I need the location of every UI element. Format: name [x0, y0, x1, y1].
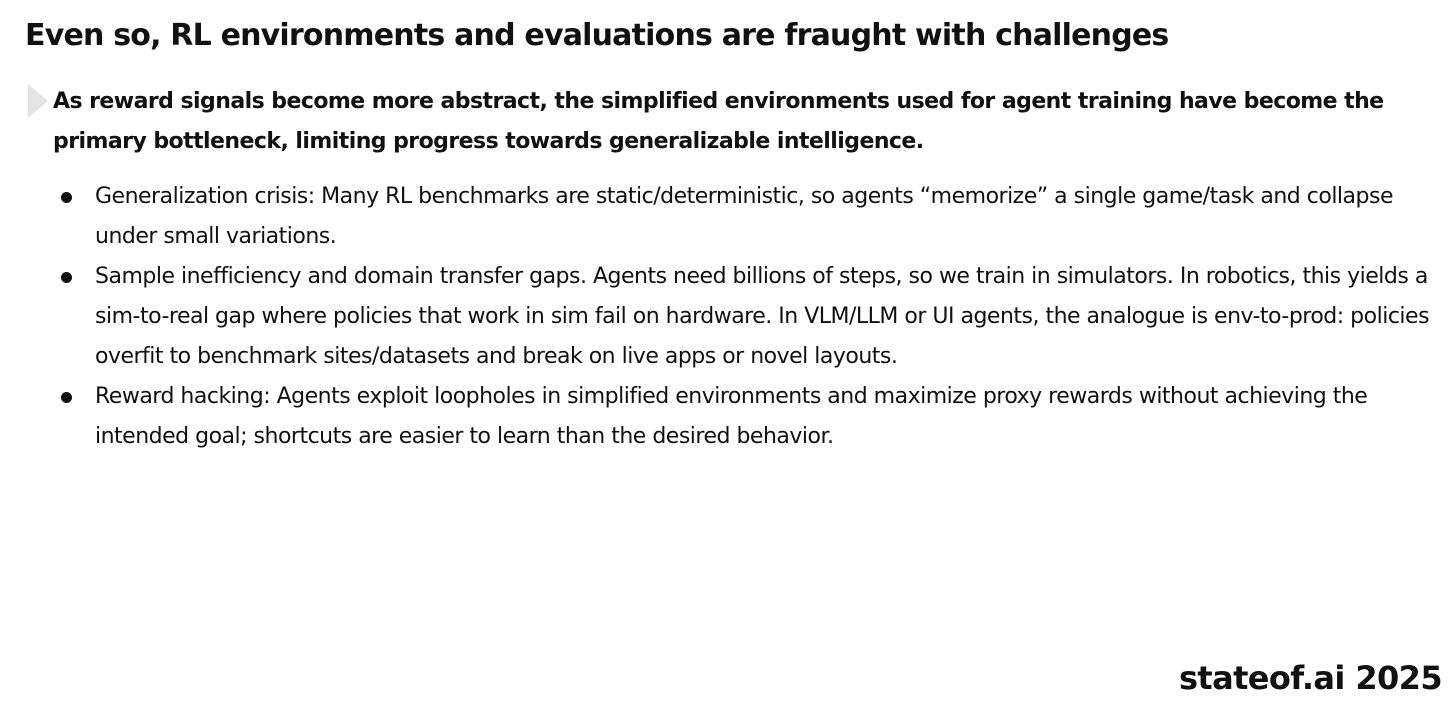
bullet-item-sample-inefficiency — [0, 257, 1430, 377]
bullet-text: Generalization crisis: Many RL benchmarks are static/deterministic, so agents “memorize” a single game/task and collapse under small variations. — [95, 184, 1393, 249]
bullet-list — [0, 177, 1430, 457]
bullet-dot-icon — [61, 192, 72, 203]
bullet-text: Reward hacking: Agents exploit loopholes in simplified environments and maximize proxy rewards without achieving the intended goal; shortcuts are easier to learn than the desired behavior. — [95, 384, 1368, 449]
triangle-right-icon — [28, 84, 48, 118]
bullet-item-generalization-crisis — [0, 177, 1430, 257]
bullet-dot-icon — [61, 272, 72, 283]
footer-brand: stateof.ai 2025 — [1178, 659, 1442, 697]
bullet-dot-icon — [61, 392, 72, 403]
key-takeaway-callout — [28, 82, 1428, 162]
callout-text: As reward signals become more abstract, the simplified environments used for agent training have become the primary bottleneck, limiting progress towards generalizable intelligence. — [53, 89, 1384, 154]
bullet-text: Sample inefficiency and domain transfer gaps. Agents need billions of steps, so we train in simulators. In robotics, this yields a sim-to-real gap where policies that work in sim fail on hardware. In VLM/LLM or UI agents, the analogue is env-to-prod: policies overfit to benchmark sites/datasets and break on live apps or novel layouts. — [95, 264, 1430, 369]
slide-title: Even so, RL environments and evaluations are fraught with challenges — [25, 18, 1169, 53]
bullet-item-reward-hacking — [0, 377, 1430, 457]
